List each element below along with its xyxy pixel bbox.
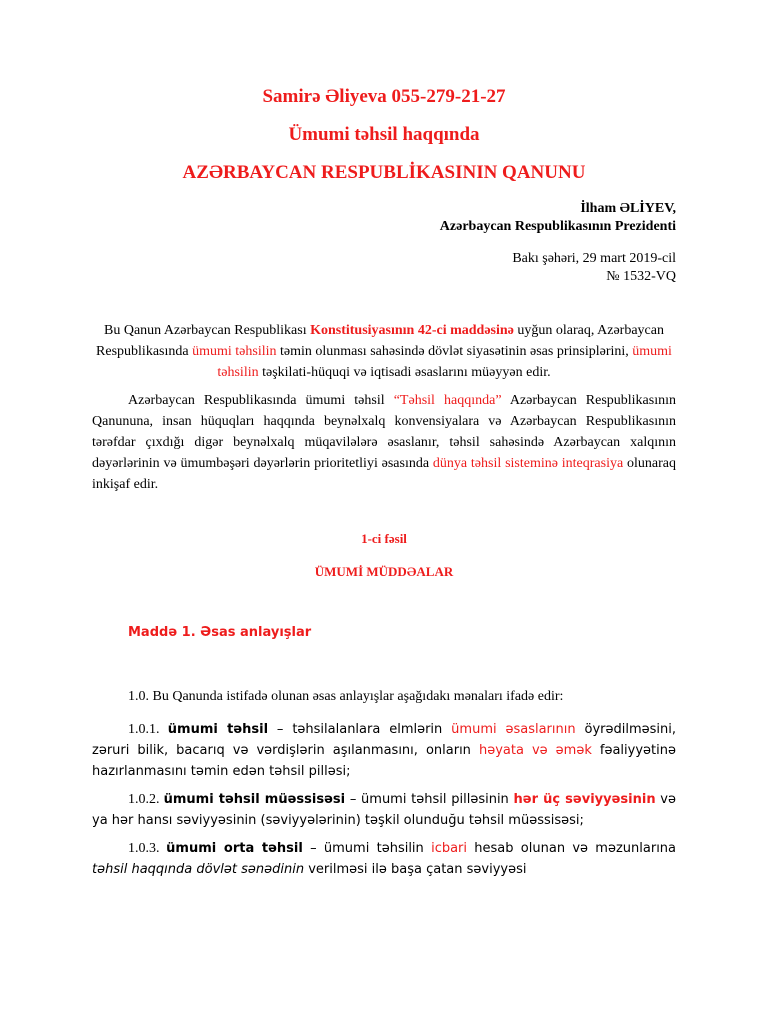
law-subject-heading: Ümumi təhsil haqqında [288, 124, 480, 145]
definition-1: 1.0.1. ümumi təhsil – təhsilalanlara elmlərin ümumi əsaslarının öyrədilməsini, zəruri bilik, bacarıq və vərdişlərin aşılanmasını, onların həyata və əmək fəaliyyətinə hazırlanmasını təmin edən təhsil pilləsi; [92, 722, 676, 779]
definition-3: 1.0.3. ümumi orta təhsil – ümumi təhsilin icbari hesab olunan və məzunlarına təhsil haqqında dövlət sənədinin verilməsi ilə başa çatan səviyyəsi [92, 841, 677, 877]
definition-2: 1.0.2. ümumi təhsil müəssisəsi – ümumi təhsil pilləsinin hər üç səviyyəsinin və ya hər hansı səviyyəsinin (səviyyələrinin) təşkil olunduğu təhsil müəssisəsi; [92, 792, 677, 828]
chapter-title: ÜMUMİ MÜDDƏALAR [314, 564, 454, 579]
signatory-name: İlham ƏLİYEV, [580, 201, 676, 216]
chapter-number: 1-ci fəsil [361, 531, 407, 546]
intro-paragraph-1: Bu Qanun Azərbaycan Respublikası Konstitusiyasının 42-ci maddəsinə uyğun olaraq, Azərbaycan Respublikasında ümumi təhsilin təmin olunması sahəsində dövlət siyasətinin əsas prinsiplərini, ümumi təhsilin təşkilati-hüquqi və iqtisadi əsaslarını müəyyən edir. [96, 323, 672, 380]
education-law-link[interactable]: “Təhsil haqqında” [393, 393, 502, 408]
law-number: № 1532-VQ [606, 269, 676, 284]
author-contact-heading: Samirə Əliyeva 055-279-21-27 [262, 86, 506, 107]
article-title: Maddə 1. Əsas anlayışlar [128, 625, 312, 640]
place-date: Bakı şəhəri, 29 mart 2019-cil [512, 251, 676, 266]
compulsory-link[interactable]: icbari [431, 841, 468, 856]
general-education-link-1[interactable]: ümumi təhsilin [192, 344, 277, 359]
general-basics-link[interactable]: ümumi əsaslarının [451, 722, 576, 737]
signatory-role: Azərbaycan Respublikasının Prezidenti [439, 219, 676, 234]
article-intro: 1.0. Bu Qanunda istifadə olunan əsas anlayışlar aşağıdakı mənaları ifadə edir: [128, 689, 564, 704]
all-levels-link[interactable]: hər üç səviyyəsinin [513, 792, 656, 807]
constitution-link[interactable]: Konstitusiyasının 42-ci maddəsinə [310, 323, 514, 338]
life-work-link[interactable]: həyata və əmək [478, 743, 592, 758]
general-education-link-2[interactable]: ümumi təhsilin [217, 344, 672, 380]
intro-paragraph-2: Azərbaycan Respublikasında ümumi təhsil “Təhsil haqqında” Azərbaycan Respublikasının Qanununa, insan hüquqları haqqında beynəlxalq konvensiyalara və Azərbaycan Respublikasının tərəfdar çıxdığı digər beynəlxalq müqavilələrə əsaslanır, təhsil sahəsində Azərbaycan xalqının dəyərlərinin və ümumbəşəri dəyərlərin prioritetliyi əsasında dünya təhsil sisteminə inteqrasiya olunaraq inkişaf edir. [92, 393, 676, 492]
world-education-link[interactable]: dünya təhsil sisteminə inteqrasiya [432, 456, 624, 471]
law-title-heading: AZƏRBAYCAN RESPUBLİKASININ QANUNU [182, 162, 586, 183]
